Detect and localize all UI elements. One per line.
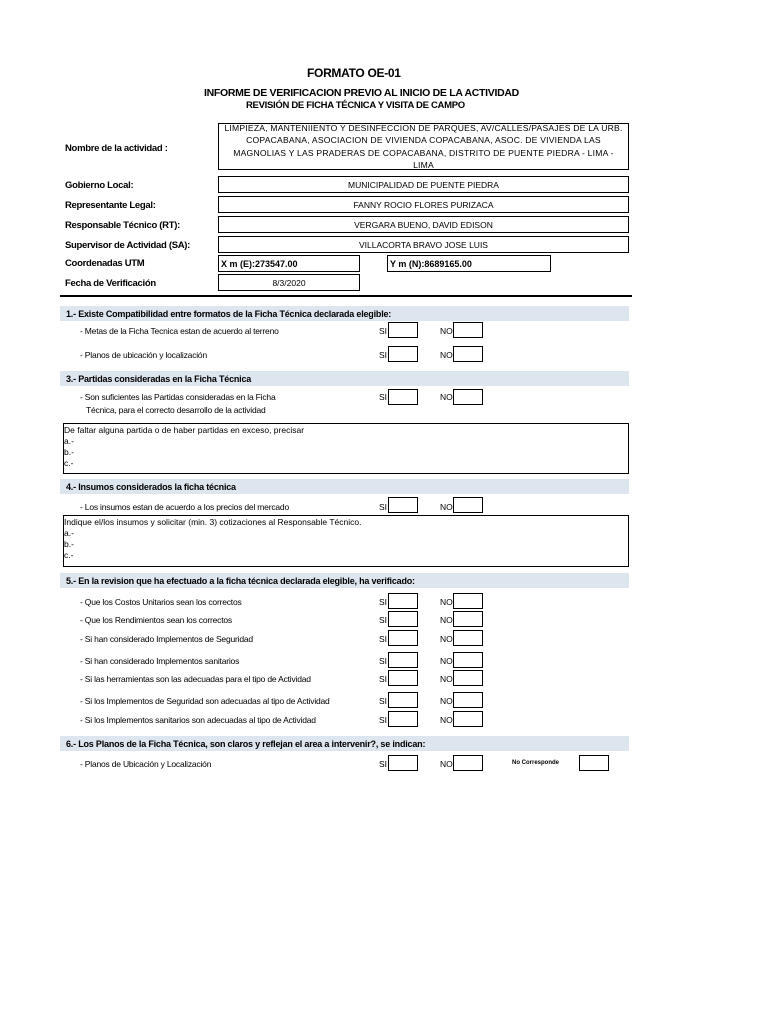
- notes-line-b: b.-: [64, 447, 74, 457]
- section-6-header: 6.- Los Planos de la Ficha Técnica, son claros y reflejan el area a intervenir?, se indican:: [60, 736, 629, 751]
- gobierno-local-field[interactable]: MUNICIPALIDAD DE PUENTE PIEDRA: [218, 176, 629, 193]
- notes-line-c: c.-: [64, 458, 74, 468]
- question-label: - Planos de Ubicación y Localización: [80, 759, 212, 769]
- si-label: SI: [379, 696, 388, 706]
- question-label: - Metas de la Ficha Tecnica estan de acuerdo al terreno: [80, 326, 279, 336]
- si-label: SI: [379, 392, 388, 402]
- no-checkbox[interactable]: [453, 670, 483, 686]
- si-checkbox[interactable]: [388, 497, 418, 513]
- no-label: NO: [440, 696, 453, 706]
- supervisor-label: Supervisor de Actividad (SA):: [65, 240, 191, 251]
- si-checkbox[interactable]: [388, 346, 418, 362]
- si-label: SI: [379, 674, 388, 684]
- question-label: - Los insumos estan de acuerdo a los precios del mercado: [80, 502, 289, 512]
- si-checkbox[interactable]: [388, 755, 418, 771]
- si-label: SI: [379, 759, 388, 769]
- section-3-header: 3.- Partidas consideradas en la Ficha Técnica: [60, 371, 629, 386]
- notes-heading: De faltar alguna partida o de haber partidas en exceso, precisar: [64, 425, 305, 435]
- no-checkbox[interactable]: [453, 593, 483, 609]
- utm-y-field[interactable]: Y m (N):8689165.00: [387, 255, 551, 272]
- question-label: - Si han considerado Implementos sanitarios: [80, 656, 240, 666]
- responsable-tecnico-field[interactable]: VERGARA BUENO, DAVID EDISON: [218, 216, 629, 233]
- question-label: - Si los Implementos sanitarios son adecuadas al tipo de Actividad: [80, 715, 316, 725]
- no-label: NO: [440, 502, 453, 512]
- notes-line-a: a.-: [64, 528, 74, 538]
- utm-x-field[interactable]: X m (E):273547.00: [218, 255, 360, 272]
- notes-line-c: c.-: [64, 550, 74, 560]
- no-checkbox[interactable]: [453, 611, 483, 627]
- si-label: SI: [379, 615, 388, 625]
- activity-field[interactable]: LIMPIEZA, MANTENIIENTO Y DESINFECCION DE PARQUES, AV/CALLES/PASAJES DE LA URB. COPACABANA, ASOCIACION DE VIVIENDA COPACABANA, ASOC. DE VIVIENDA LAS MAGNOLIAS Y LAS PRADERAS DE COPACABANA, DISTRITO DE PUENTE PIEDRA - LIMA - LIMA: [218, 123, 629, 170]
- insumos-notes-box[interactable]: [63, 515, 629, 567]
- notes-line-a: a.-: [64, 436, 74, 446]
- responsable-tecnico-label: Responsable Técnico (RT):: [65, 220, 180, 231]
- no-checkbox[interactable]: [453, 389, 483, 405]
- divider: [60, 295, 632, 297]
- no-label: NO: [440, 392, 453, 402]
- si-checkbox[interactable]: [388, 711, 418, 727]
- no-checkbox[interactable]: [453, 322, 483, 338]
- partidas-notes-box[interactable]: [63, 423, 629, 474]
- no-label: NO: [440, 656, 453, 666]
- section-1-header: 1.- Existe Compatibilidad entre formatos de la Ficha Técnica declarada elegible:: [60, 306, 629, 321]
- gobierno-local-label: Gobierno Local:: [65, 180, 134, 191]
- no-label: NO: [440, 326, 453, 336]
- si-label: SI: [379, 634, 388, 644]
- si-checkbox[interactable]: [388, 670, 418, 686]
- no-label: NO: [440, 350, 453, 360]
- si-checkbox[interactable]: [388, 611, 418, 627]
- question-label: - Que los Rendimientos sean los correctos: [80, 615, 232, 625]
- question-label: - Si las herramientas son las adecuadas para el tipo de Actividad: [80, 674, 311, 684]
- question-label: - Si han considerado Implementos de Seguridad: [80, 634, 253, 644]
- fecha-label: Fecha de Verificación: [65, 278, 156, 289]
- section-5-header: 5.- En la revision que ha efectuado a la ficha técnica declarada elegible, ha verificado:: [60, 573, 629, 588]
- no-label: NO: [440, 759, 453, 769]
- no-checkbox[interactable]: [453, 711, 483, 727]
- question-label-continued: Técnica, para el correcto desarrollo de la actividad: [86, 405, 266, 415]
- si-checkbox[interactable]: [388, 322, 418, 338]
- notes-line-b: b.-: [64, 539, 74, 549]
- no-checkbox[interactable]: [453, 692, 483, 708]
- si-label: SI: [379, 597, 388, 607]
- no-label: NO: [440, 715, 453, 725]
- no-checkbox[interactable]: [453, 652, 483, 668]
- si-label: SI: [379, 502, 388, 512]
- utm-label: Coordenadas UTM: [65, 258, 145, 269]
- no-label: NO: [440, 615, 453, 625]
- si-label: SI: [379, 326, 388, 336]
- si-checkbox[interactable]: [388, 652, 418, 668]
- form-subtitle-2: REVISIÓN DE FICHA TÉCNICA Y VISITA DE CAMPO: [246, 100, 465, 111]
- si-checkbox[interactable]: [388, 593, 418, 609]
- form-title: FORMATO OE-01: [307, 66, 401, 80]
- no-checkbox[interactable]: [453, 346, 483, 362]
- notes-heading: Indique el/los insumos y solicitar (min. 3) cotizaciones al Responsable Técnico.: [64, 517, 362, 527]
- no-label: NO: [440, 597, 453, 607]
- question-label: - Si los Implementos de Seguridad son adecuadas al tipo de Actividad: [80, 696, 330, 706]
- no-label: NO: [440, 674, 453, 684]
- si-checkbox[interactable]: [388, 692, 418, 708]
- no-label: NO: [440, 634, 453, 644]
- no-checkbox[interactable]: [453, 755, 483, 771]
- fecha-field[interactable]: 8/3/2020: [218, 274, 360, 291]
- representante-field[interactable]: FANNY ROCIO FLORES PURIZACA: [218, 196, 629, 213]
- question-label: - Planos de ubicación y localización: [80, 350, 207, 360]
- activity-label: Nombre de la actividad :: [65, 143, 168, 154]
- question-label: - Que los Costos Unitarios sean los correctos: [80, 597, 242, 607]
- form-subtitle: INFORME DE VERIFICACION PREVIO AL INICIO DE LA ACTIVIDAD: [204, 87, 519, 99]
- no-checkbox[interactable]: [453, 630, 483, 646]
- representante-label: Representante Legal:: [65, 200, 156, 211]
- si-label: SI: [379, 656, 388, 666]
- si-label: SI: [379, 350, 388, 360]
- no-corresponde-checkbox[interactable]: [579, 755, 609, 771]
- section-4-header: 4.- Insumos considerados la ficha técnica: [60, 479, 629, 494]
- si-checkbox[interactable]: [388, 389, 418, 405]
- no-corresponde-label: No Corresponde: [512, 760, 560, 766]
- si-checkbox[interactable]: [388, 630, 418, 646]
- supervisor-field[interactable]: VILLACORTA BRAVO JOSE LUIS: [218, 236, 629, 253]
- no-checkbox[interactable]: [453, 497, 483, 513]
- si-label: SI: [379, 715, 388, 725]
- question-label: - Son suficientes las Partidas consideradas en la Ficha: [80, 392, 276, 402]
